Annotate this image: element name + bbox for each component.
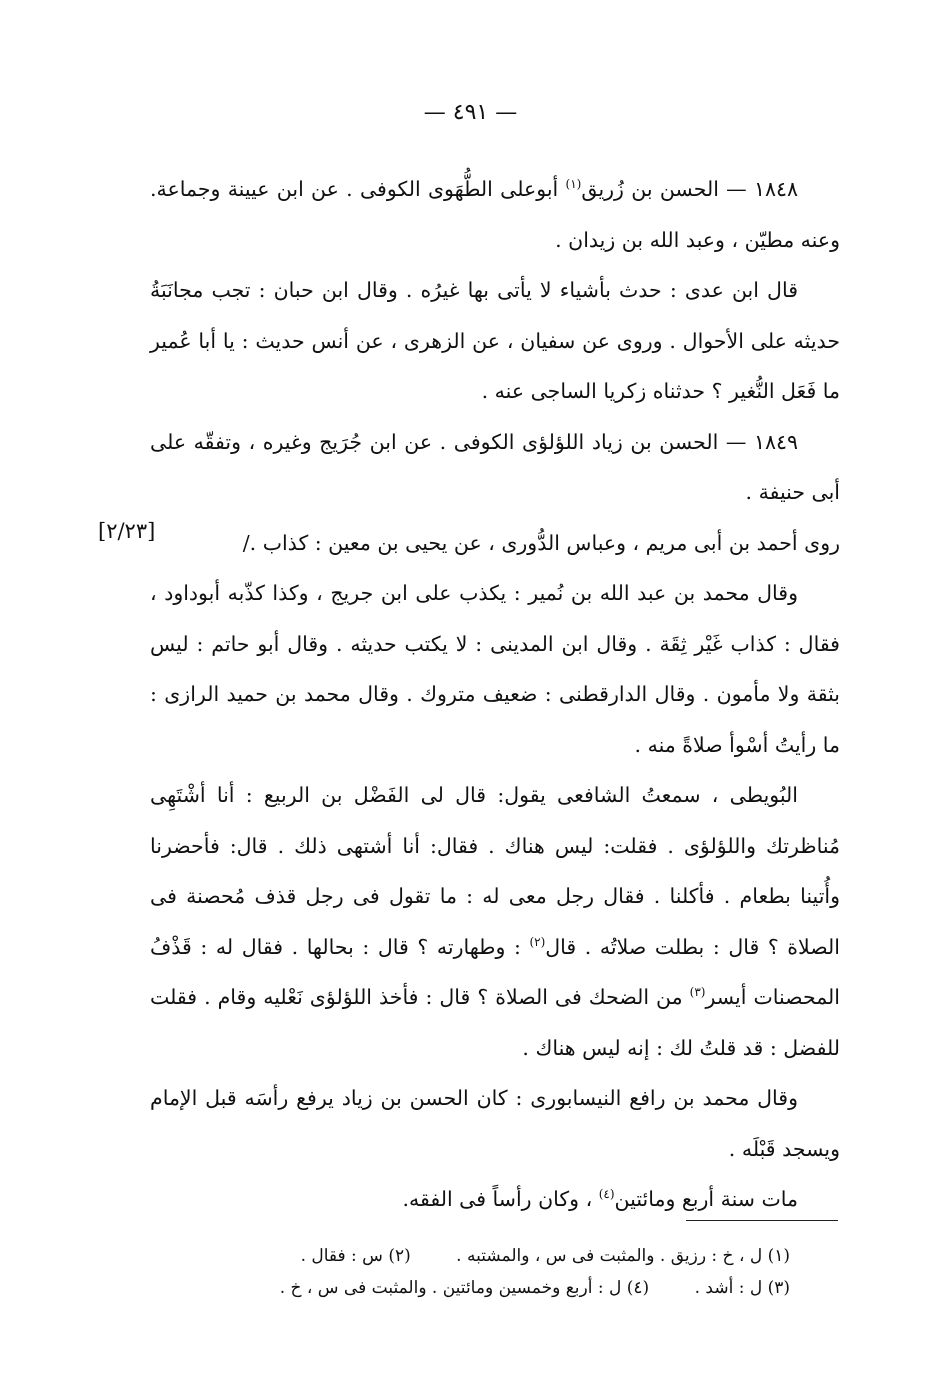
footnote-row-2 <box>170 1272 790 1304</box>
entry-1849-paragraph-4: وقال محمد بن رافع النيسابورى : كان الحسن بن زياد يرفع رأسَه قبل الإمام ويسجد قَبْلَه . <box>150 1086 840 1161</box>
footnote-2: (٢) س : فقال . <box>300 1246 411 1266</box>
footnote-4: (٤) ل : أربع وخمسين ومائتين . والمثبت فى س ، خ . <box>279 1278 650 1298</box>
entry-1849-paragraph-3: البُويطى ، سمعتُ الشافعى يقول: قال لى الفَضْل بن الربيع : أنا أشْتَهِى مُناظرتك واللؤلؤى . فقلت: ليس هناك . فقال: أنا أشتهى ذلك . قال: فأحضرنا وأُتينا بطعام . فأكلنا . فقال رجل معى له : ما تقول فى رجل قذف مُحصنة فى الصلاة ؟ قال : بطلت صلاتُه . قال$^{(٢)}$ : وطهارته ؟ قال : بحالها . فقال له : قَذْفُ المحصنات أيسر$^{(٣)}$ من الضحك فى الصلاة ؟ قال : فأخذ اللؤلؤى نَعْليه وقام . فقلت للفضل : قد قلتُ لك : إنه ليس هناك . <box>150 783 841 1060</box>
marginal-reference: [٢/٢٣] <box>98 519 156 543</box>
footnote-row-1 <box>170 1240 790 1272</box>
footnote-3: (٣) ل : أشد . <box>694 1278 790 1298</box>
footnote-ref-3: (٣) <box>689 985 706 1000</box>
main-text <box>150 164 840 1225</box>
entry-1849-heading: ١٨٤٩ — الحسن بن زياد اللؤلؤى الكوفى . عن ابن جُرَيج وغيره ، وتفقّه على أبى حنيفة . <box>150 429 840 504</box>
footnote-ref-2: (٢) <box>529 934 546 949</box>
footnote-ref-1: (١) <box>565 177 582 192</box>
footnotes <box>170 1240 790 1304</box>
footnote-1: (١) ل ، خ : رزيق . والمثبت فى س ، والمشتبه . <box>456 1246 790 1266</box>
entry-1849-paragraph-5: مات سنة أربع ومائتين$^{(٤)}$ ، وكان رأساً فى الفقه. <box>402 1187 798 1211</box>
entry-1848-paragraph: قال ابن عدى : حدث بأشياء لا يأتى بها غيرُه . وقال ابن حبان : تجب مجانَبَةُ حديثه على الأحوال . وروى عن سفيان ، عن الزهرى ، عن أنس حديث : يا أبا عُمير ما فَعَل النُّغير ؟ حدثناه زكريا الساجى عنه . <box>150 278 840 403</box>
entry-1848-heading: ١٨٤٨ — الحسن بن زُريق$^{(١)}$ أبوعلى الطُّهَوى الكوفى . عن ابن عيينة وجماعة. وعنه مطيّن ، وعبد الله بن زيدان . <box>150 177 840 252</box>
footnote-ref-4: (٤) <box>598 1187 615 1202</box>
page-number: — ٤٩١ — <box>423 100 518 125</box>
entry-1849-paragraph-2: وقال محمد بن عبد الله بن نُمير : يكذب على ابن جريج ، وكذا كذّبه أبوداود ، فقال : كذاب غَيْر ثِقَة . وقال ابن المدينى : لا يكتب حديثه . وقال أبو حاتم : ليس بثقة ولا مأمون . وقال الدارقطنى : ضعيف متروك . وقال محمد بن حميد الرازى : ما رأيتُ أسْوأ صلاةً منه . <box>150 581 840 757</box>
entry-1849-paragraph-1: روى أحمد بن أبى مريم ، وعباس الدُّورى ، عن يحيى بن معين : كذاب ./ <box>242 530 840 555</box>
footnote-divider <box>686 1220 838 1221</box>
